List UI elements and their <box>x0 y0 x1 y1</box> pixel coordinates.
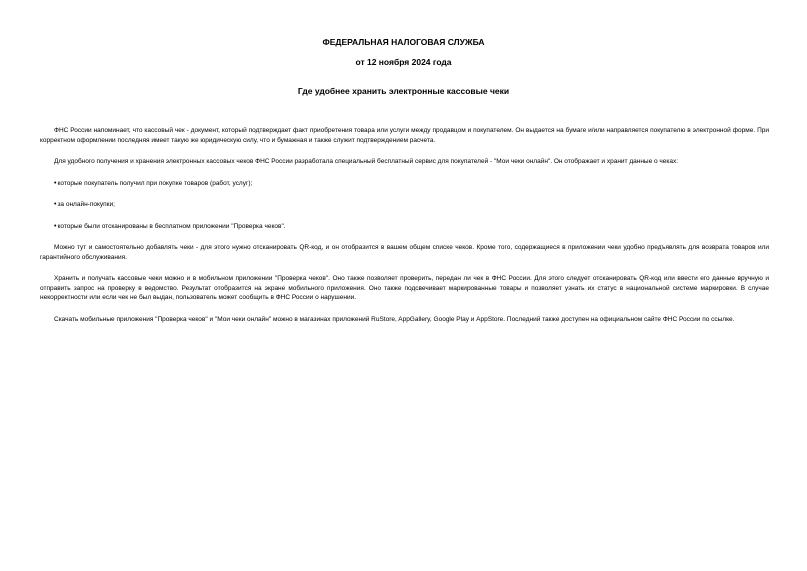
list-item <box>54 222 769 232</box>
list-item <box>54 200 769 210</box>
document-body <box>40 126 769 324</box>
list-item-text: которые были отсканированы в бесплатном приложении "Проверка чеков". <box>57 222 286 230</box>
list-item-text: за онлайн-покупки; <box>57 201 115 208</box>
document-date: от 12 ноября 2024 года <box>355 57 452 67</box>
paragraph-manual-add: Можно тут и самостоятельно добавлять чеки - для этого нужно отсканировать QR-код, и он отобразится в вашем общем списке чеков. Кроме того, содержащиеся в приложении чеки удобно предъявлять для возврата товаров или гарантийного обслуживания. <box>40 244 769 261</box>
organization-heading: ФЕДЕРАЛЬНАЯ НАЛОГОВАЯ СЛУЖБА <box>322 37 485 47</box>
bullet-icon: • <box>54 179 57 187</box>
paragraph-mobile-app: Хранить и получать кассовые чеки можно и в мобильном приложении "Проверка чеков". Оно также позволяет проверить, передан ли чек в ФНС России. Для этого следует отсканировать QR-код или ввести его данные вручную и отправить запрос на проверку в ведомство. Результат отобразится на экране мобильного приложения. Оно также подсвечивает маркированные товары и позволяет узнать их статус в национальной системе маркировки. В случае некорректности или если чек не был выдан, пользователь может сообщить в ФНС России о нарушении. <box>40 275 769 301</box>
document-title: Где удобнее хранить электронные кассовые чеки <box>297 86 510 96</box>
paragraph-service: Для удобного получения и хранения электронных кассовых чеков ФНС России разработала специальный бесплатный сервис для покупателей - "Мои чеки онлайн". Он отображает и хранит данные о чеках: <box>54 158 679 165</box>
paragraph-intro: ФНС России напоминает, что кассовый чек - документ, который подтверждает факт приобретения товара или услуги между продавцом и покупателем. Он выдается на бумаге и/или направляется покупателю в электронной форме. При корректном оформлении последняя имеет такую же юридическую силу, что и бумажная и также служит подтверждением расчета. <box>40 127 769 144</box>
list-item <box>54 179 769 189</box>
bullet-icon: • <box>54 222 57 230</box>
list-item-text: которые покупатель получил при покупке товаров (работ, услуг); <box>57 179 253 187</box>
paragraph-download: Скачать мобильные приложения "Проверка чеков" и "Мои чеки онлайн" можно в магазинах приложений RuStore, AppGallery, Google Play и AppStore. Последний также доступен на официальном сайте ФНС России по ссылке. <box>54 315 735 323</box>
bullet-icon: • <box>54 201 57 208</box>
